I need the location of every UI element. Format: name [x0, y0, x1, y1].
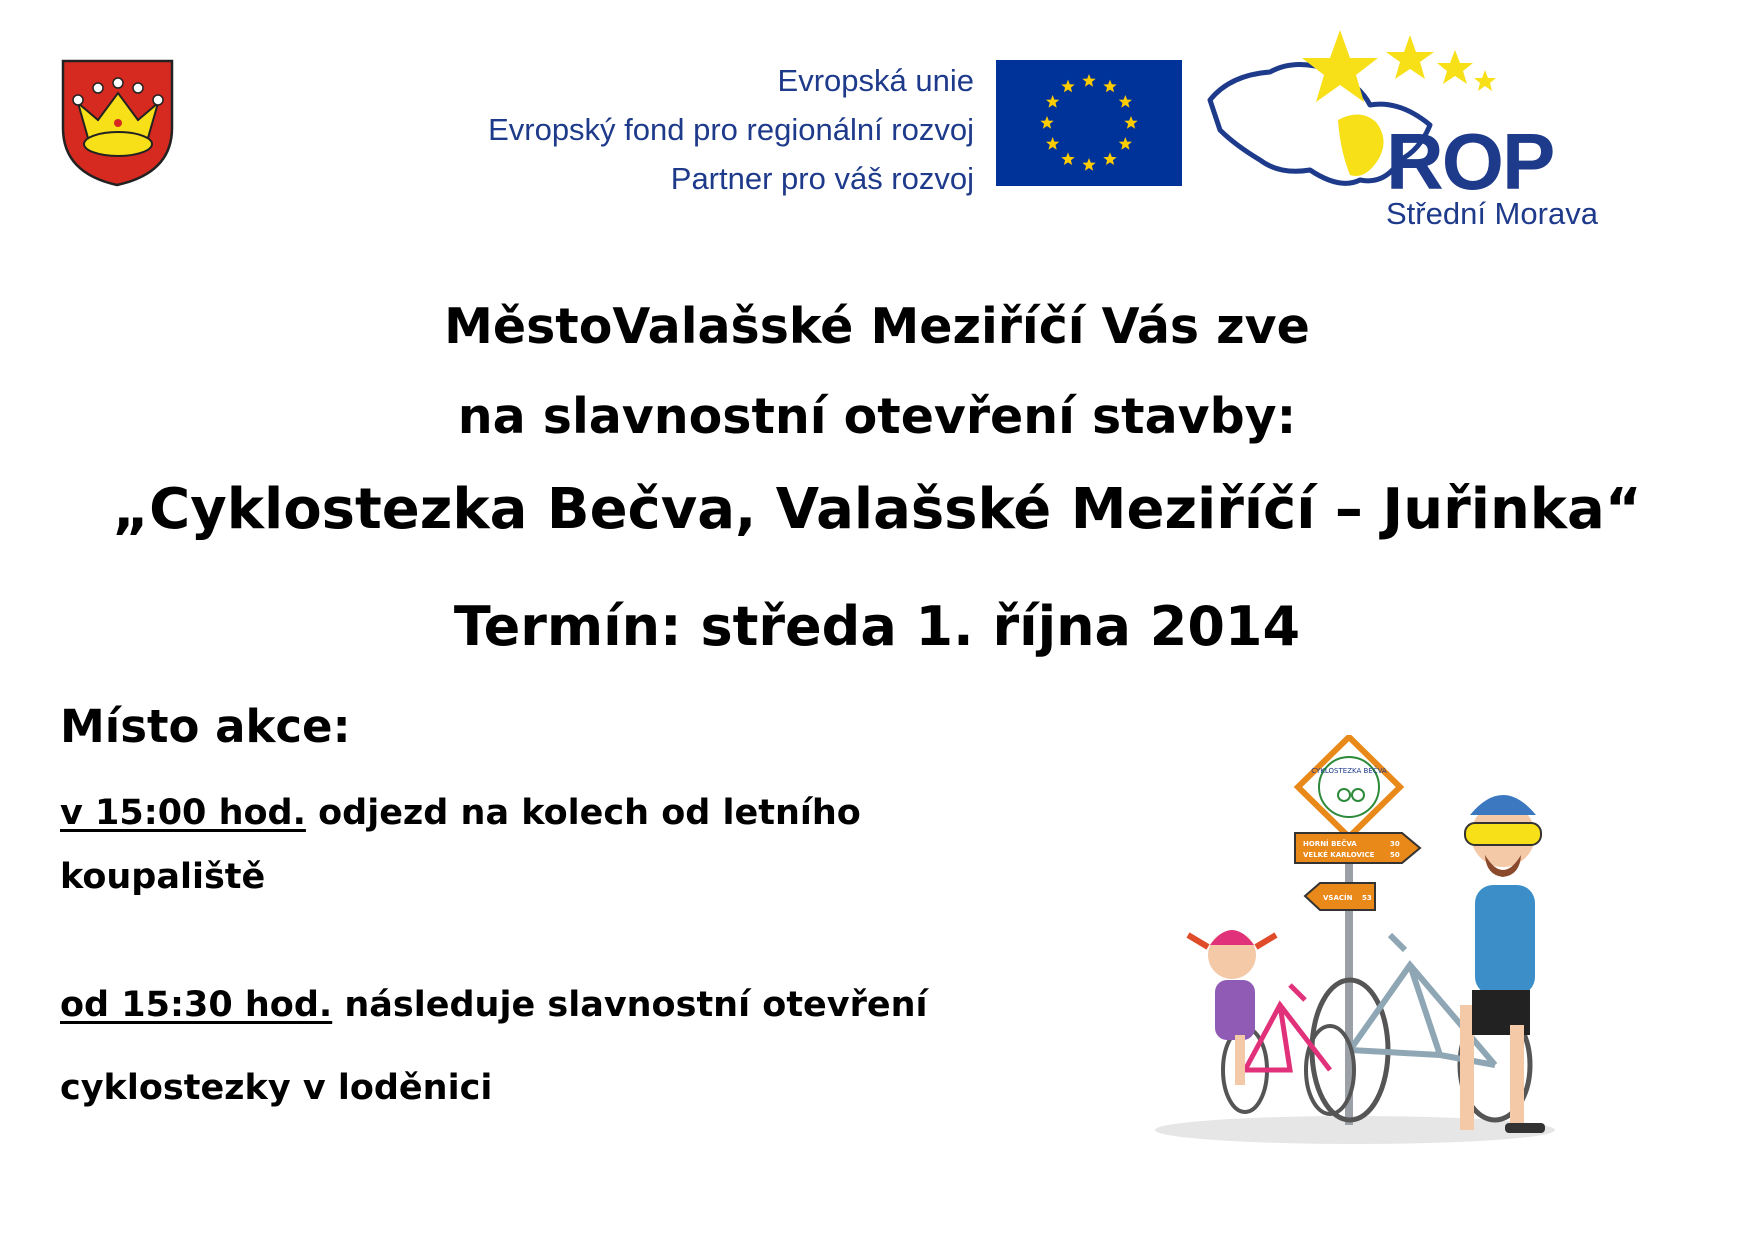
signpost-diamond-icon — [1298, 737, 1400, 837]
invitation-line-1: MěstoValašské Meziříčí Vás zve — [444, 298, 1310, 355]
sign-circle-label: CYKLOSTEZKA BEČVA — [1311, 767, 1387, 775]
schedule-item-2-cont: cyklostezky v loděnici — [60, 1068, 493, 1108]
schedule-item-1-cont: koupaliště — [60, 857, 266, 897]
direction-sign-2 — [1305, 883, 1375, 910]
direction-sign-1 — [1295, 833, 1420, 863]
eu-flag-icon — [996, 60, 1182, 186]
sign2-label: VSACÍN — [1323, 894, 1353, 902]
schedule-item-1 — [60, 793, 861, 833]
city-crest-logo — [60, 58, 175, 188]
schedule-text-2a: následuje slavnostní otevření — [332, 985, 928, 1025]
schedule-item-2 — [60, 985, 928, 1025]
event-date: Termín: středa 1. října 2014 — [453, 595, 1301, 658]
eu-text-block — [488, 56, 974, 203]
schedule-time-1: v 15:00 hod. — [60, 793, 306, 833]
sign1-line1: HORNÍ BEČVA — [1303, 840, 1357, 848]
invitation-line-2: na slavnostní otevření stavby: — [457, 388, 1297, 445]
sign1-line2: VELKÉ KARLOVICE — [1303, 851, 1375, 859]
location-heading: Místo akce: — [60, 700, 351, 753]
cyclists-illustration — [1140, 735, 1560, 1155]
rop-title: ROP — [1386, 117, 1554, 206]
eu-line-2: Evropský fond pro regionální rozvoj — [488, 112, 974, 147]
eu-line-1: Evropská unie — [777, 63, 974, 98]
event-title: „Cyklostezka Bečva, Valašské Meziříčí – Juřinka“ — [112, 477, 1642, 542]
eu-line-3: Partner pro váš rozvoj — [670, 161, 974, 196]
sign2-num: 53 — [1362, 894, 1372, 902]
sign1-num2: 50 — [1390, 851, 1400, 859]
schedule-text-1a: odjezd na kolech od letního — [305, 793, 861, 833]
sign1-num1: 30 — [1390, 840, 1400, 848]
rop-subtitle: Střední Morava — [1386, 196, 1598, 231]
schedule-time-2: od 15:30 hod. — [60, 985, 333, 1025]
